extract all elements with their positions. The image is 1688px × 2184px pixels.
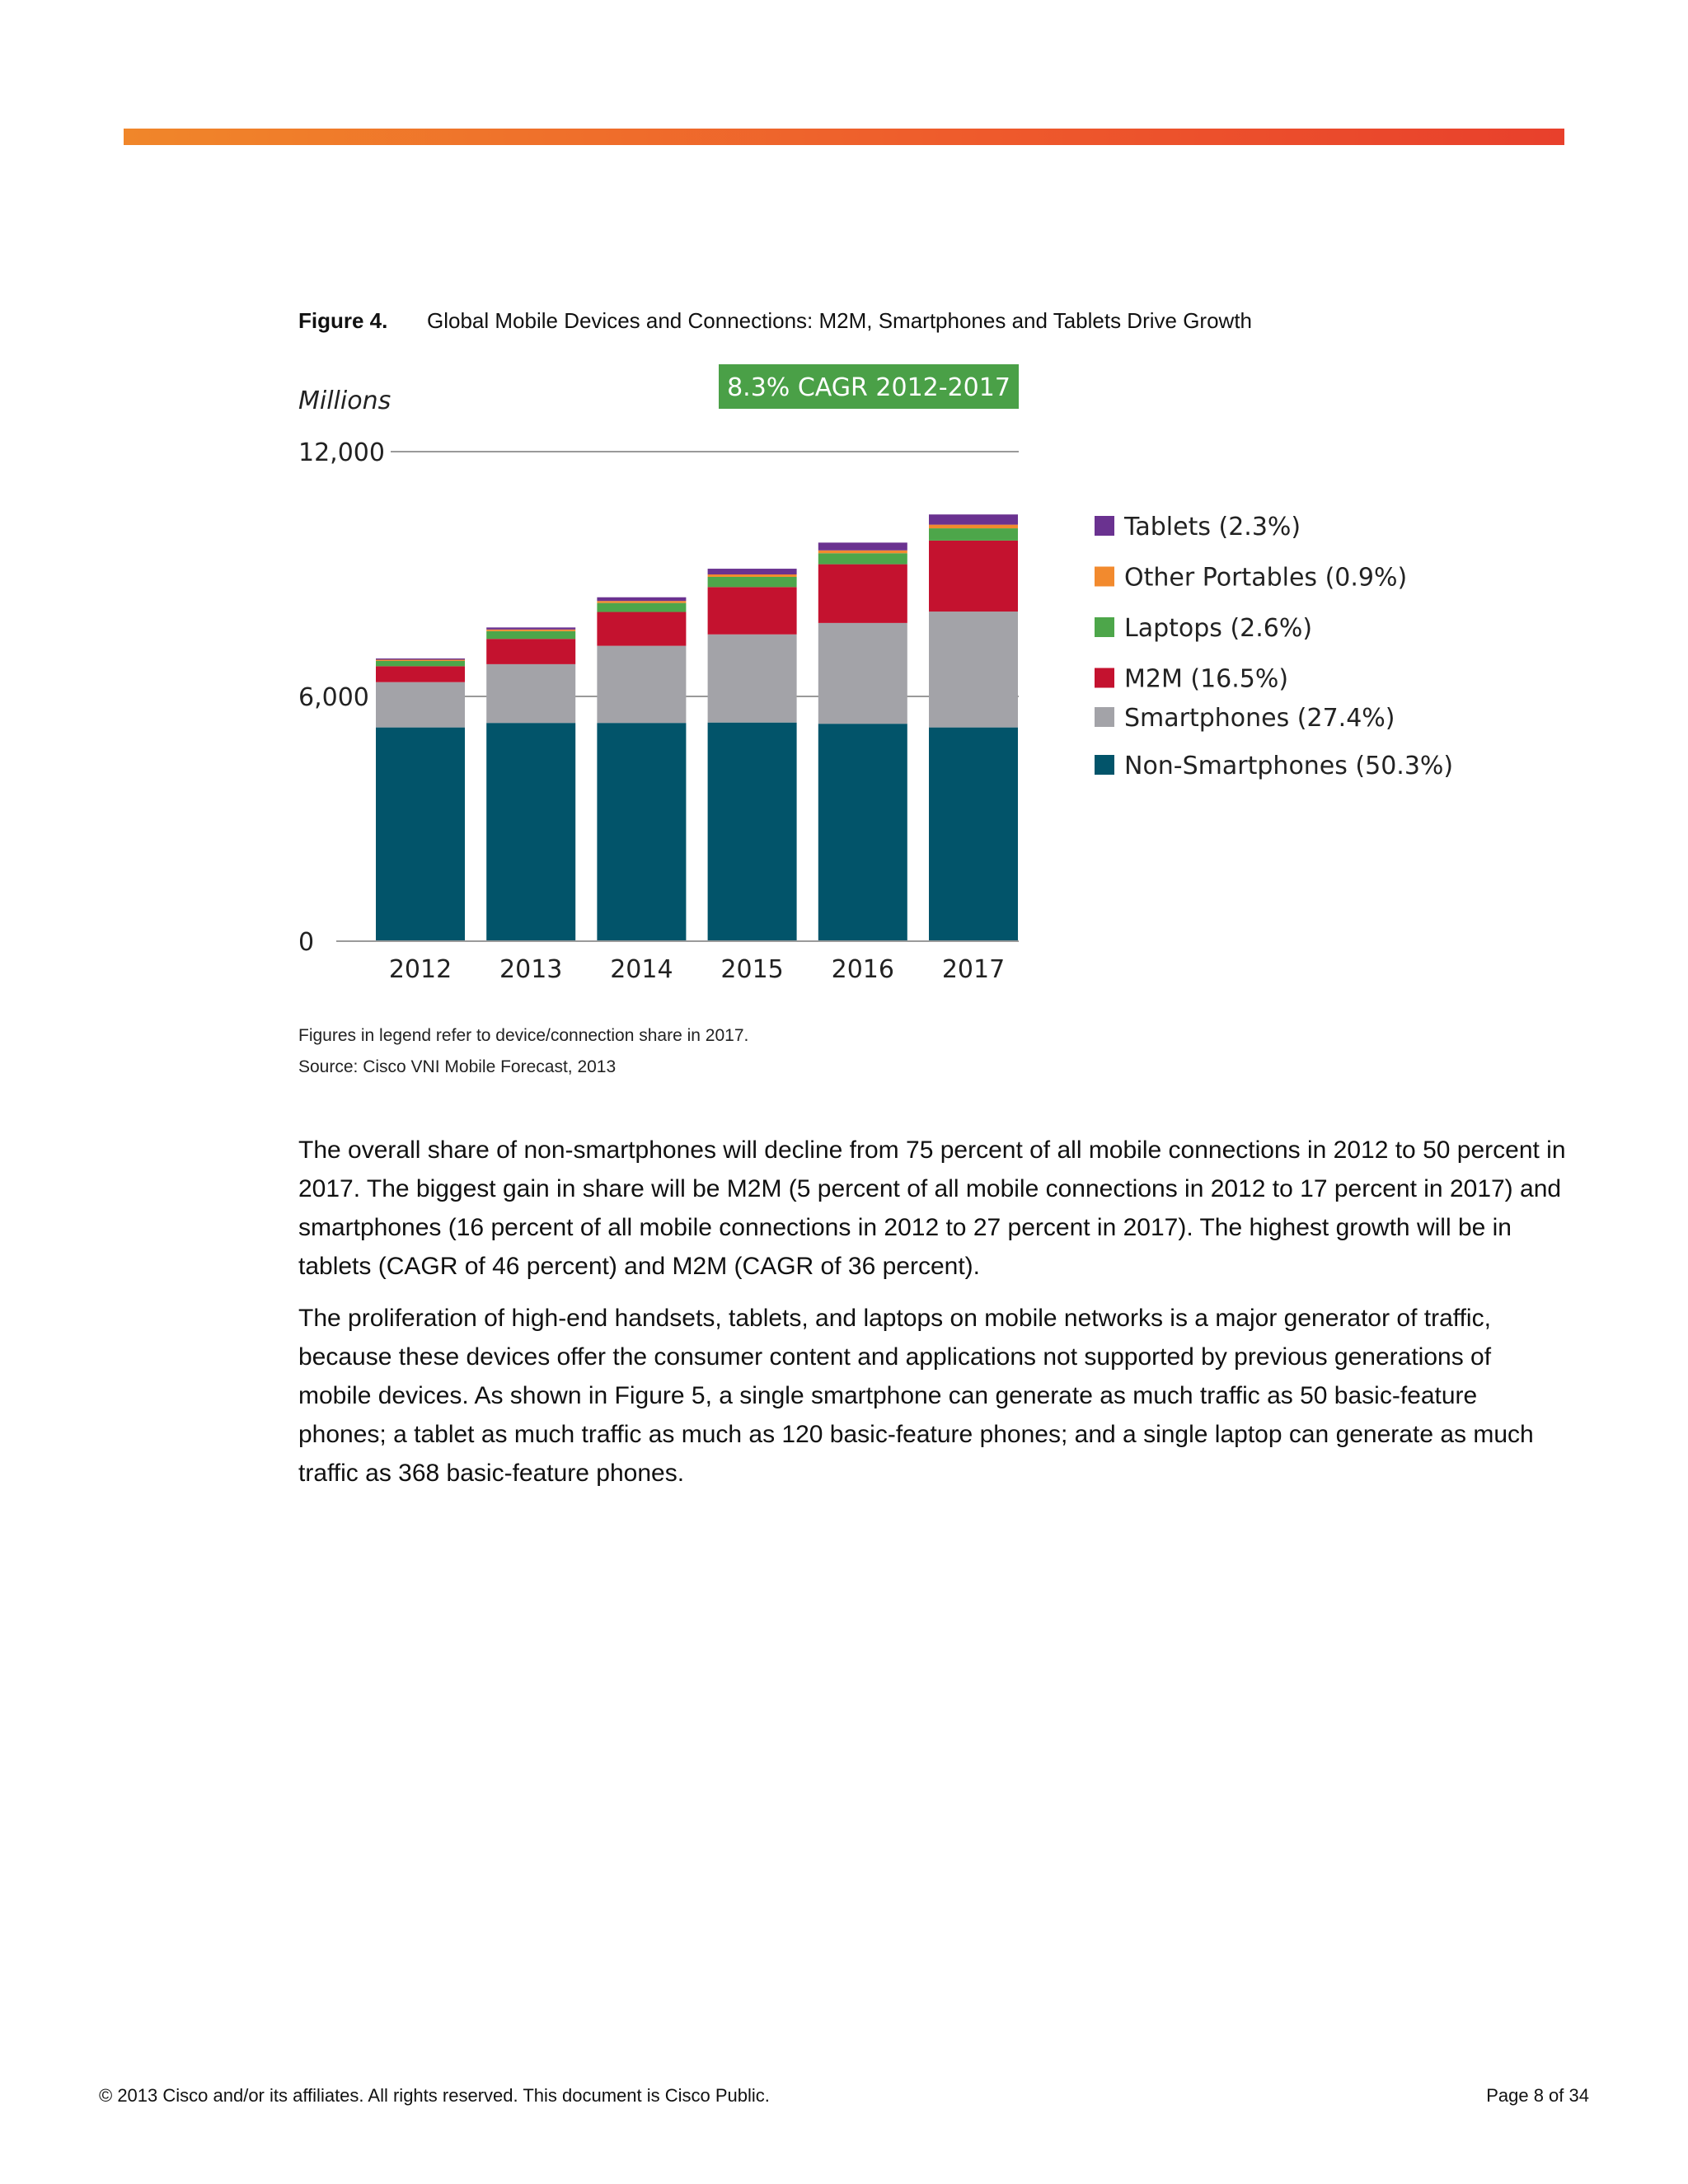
legend-label: Non-Smartphones (50.3%) <box>1124 752 1454 780</box>
legend-swatch <box>1095 755 1114 775</box>
bar-segment <box>708 569 797 574</box>
bar-segment <box>708 574 797 577</box>
body-text <box>298 1131 1568 1506</box>
y-tick-label: 6,000 <box>298 683 369 712</box>
bar-segment <box>818 623 907 724</box>
legend-swatch <box>1095 668 1114 688</box>
bar-segment <box>376 658 465 659</box>
footer-copyright: © 2013 Cisco and/or its affiliates. All rights reserved. This document is Cisco Public. <box>99 2085 770 2106</box>
bar-segment <box>376 666 465 682</box>
bar-segment <box>597 723 686 941</box>
bar-segment <box>597 612 686 646</box>
bar-segment <box>929 528 1018 541</box>
bar-segment <box>929 728 1018 941</box>
bar-segment <box>376 728 465 941</box>
y-axis-label: Millions <box>298 387 392 415</box>
bar-segment <box>708 577 797 587</box>
legend-label: Laptops (2.6%) <box>1124 614 1313 643</box>
y-tick-label: 12,000 <box>298 438 385 467</box>
bar-segment <box>376 659 465 660</box>
x-tick-label: 2015 <box>720 955 784 984</box>
bar-segment <box>597 598 686 601</box>
bar-segment <box>929 612 1018 728</box>
chart-note: Figures in legend refer to device/connection share in 2017. <box>298 1026 749 1045</box>
bar-segment <box>818 724 907 941</box>
legend-label: Smartphones (27.4%) <box>1124 704 1395 733</box>
bar-segment <box>597 646 686 724</box>
bar-segment <box>708 723 797 941</box>
bar-segment <box>818 551 907 553</box>
chart-svg <box>0 0 1688 1088</box>
footer-page-number: Page 8 of 34 <box>1486 2085 1589 2106</box>
legend-swatch <box>1095 617 1114 637</box>
legend-label: Tablets (2.3%) <box>1124 513 1301 541</box>
legend-label: Other Portables (0.9%) <box>1124 563 1408 593</box>
chart <box>0 0 1688 1088</box>
legend-swatch <box>1095 516 1114 536</box>
bar-segment <box>486 631 575 639</box>
bar-segment <box>708 635 797 723</box>
bar-segment <box>376 682 465 728</box>
figure-label: Figure 4. <box>298 308 388 333</box>
bar-segment <box>597 601 686 602</box>
legend-swatch <box>1095 567 1114 587</box>
bar-segment <box>818 565 907 623</box>
cagr-badge-text: 8.3% CAGR 2012-2017 <box>727 373 1010 402</box>
x-tick-label: 2017 <box>941 955 1006 984</box>
paragraph: The proliferation of high-end handsets, tablets, and laptops on mobile networks is a major generator of traffic, because these devices offer the consumer content and applications not supported by previous generations of mobile devices. As shown in Figure 5, a single smartphone can generate as much traffic as 50 basic-feature phones; a tablet as much traffic as much as 120 basic-feature phones; and a single laptop can generate as much traffic as 368 basic-feature phones. <box>298 1305 1534 1487</box>
x-tick-label: 2012 <box>388 955 452 984</box>
x-tick-label: 2013 <box>499 955 563 984</box>
bar-segment <box>486 639 575 664</box>
y-tick-label: 0 <box>298 928 315 957</box>
bar-segment <box>486 630 575 631</box>
bar-segment <box>929 514 1018 524</box>
paragraph: The overall share of non-smartphones will decline from 75 percent of all mobile connections in 2012 to 50 percent in 2017. The biggest gain in share will be M2M (5 percent of all mobile connections in 2012 to 17 percent in 2017) and smartphones (16 percent of all mobile connections in 2012 to 27 percent in 2017). The highest growth will be in tablets (CAGR of 46 percent) and M2M (CAGR of 36 percent). <box>298 1137 1566 1280</box>
bar-segment <box>486 627 575 629</box>
bar-segment <box>929 525 1018 528</box>
bar-segment <box>486 723 575 941</box>
x-tick-label: 2016 <box>831 955 894 984</box>
legend-label: M2M (16.5%) <box>1124 664 1289 694</box>
bar-segment <box>486 664 575 723</box>
bar-segment <box>376 661 465 666</box>
legend-swatch <box>1095 707 1114 727</box>
chart-notes <box>298 1020 748 1083</box>
x-tick-label: 2014 <box>610 955 673 984</box>
chart-source: Source: Cisco VNI Mobile Forecast, 2013 <box>298 1057 617 1076</box>
bar-segment <box>708 587 797 634</box>
bar-segment <box>929 541 1018 612</box>
figure-title: Global Mobile Devices and Connections: M2M, Smartphones and Tablets Drive Growth <box>427 308 1252 333</box>
bar-segment <box>818 553 907 564</box>
bar-segment <box>818 542 907 550</box>
bar-segment <box>597 603 686 612</box>
